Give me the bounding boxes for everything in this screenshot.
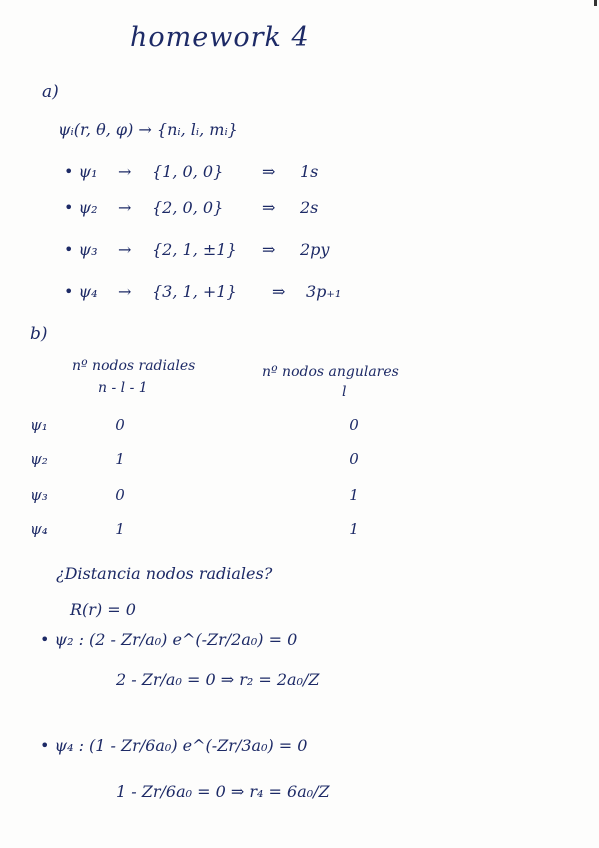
radial-condition: R(r) = 0 [70, 600, 136, 619]
table-row-label: ψ₂ [30, 450, 48, 468]
qn-item-orbital: 2py [300, 240, 330, 259]
qn-item-arrow: → [118, 162, 132, 181]
angular-nodes-formula: l [342, 384, 347, 400]
radial-distance-question: ¿Distancia nodos radiales? [56, 564, 273, 583]
corner-mark [594, 0, 597, 6]
section-b-label: b) [30, 324, 48, 344]
radial-nodes-formula: n - l - 1 [98, 380, 148, 396]
radial-node-count: 1 [115, 520, 125, 538]
qn-item-arrow: → [118, 282, 132, 301]
radial-node-count: 0 [115, 486, 125, 504]
angular-node-count: 0 [349, 416, 359, 434]
section-a-label: a) [42, 82, 59, 102]
qn-item-implies: ⇒ [262, 198, 276, 217]
qn-item-psi: • ψ₃ [64, 240, 98, 259]
radial-nodes-header: nº nodos radiales [72, 358, 196, 374]
qn-item-orbital: 3p₊₁ [306, 282, 342, 301]
qn-item-arrow: → [118, 240, 132, 259]
psi2-equation: • ψ₂ : (2 - Zr/a₀) e^(-Zr/2a₀) = 0 [40, 630, 298, 649]
section-a-header: ψᵢ(r, θ, φ) → {nᵢ, lᵢ, mᵢ} [58, 120, 238, 139]
qn-item-orbital: 2s [300, 198, 319, 217]
qn-item-implies: ⇒ [262, 162, 276, 181]
angular-nodes-header: nº nodos angulares [262, 364, 399, 380]
qn-item-set: {2, 0, 0} [152, 198, 224, 217]
page-title: homework 4 [130, 22, 310, 53]
angular-node-count: 1 [349, 520, 359, 538]
qn-item-set: {3, 1, +1} [152, 282, 237, 301]
psi2-solution: 2 - Zr/a₀ = 0 ⇒ r₂ = 2a₀/Z [116, 670, 320, 689]
radial-node-count: 0 [115, 416, 125, 434]
table-row-label: ψ₄ [30, 520, 48, 538]
psi4-equation: • ψ₄ : (1 - Zr/6a₀) e^(-Zr/3a₀) = 0 [40, 736, 308, 755]
qn-item-implies: ⇒ [262, 240, 276, 259]
table-row-label: ψ₃ [30, 486, 48, 504]
qn-item-set: {1, 0, 0} [152, 162, 224, 181]
qn-item-psi: • ψ₂ [64, 198, 98, 217]
angular-node-count: 1 [349, 486, 359, 504]
radial-node-count: 1 [115, 450, 125, 468]
qn-item-psi: • ψ₄ [64, 282, 98, 301]
qn-item-orbital: 1s [300, 162, 319, 181]
qn-item-implies: ⇒ [272, 282, 286, 301]
qn-item-set: {2, 1, ±1} [152, 240, 237, 259]
angular-node-count: 0 [349, 450, 359, 468]
qn-item-psi: • ψ₁ [64, 162, 98, 181]
qn-item-arrow: → [118, 198, 132, 217]
table-row-label: ψ₁ [30, 416, 48, 434]
psi4-solution: 1 - Zr/6a₀ = 0 ⇒ r₄ = 6a₀/Z [116, 782, 330, 801]
